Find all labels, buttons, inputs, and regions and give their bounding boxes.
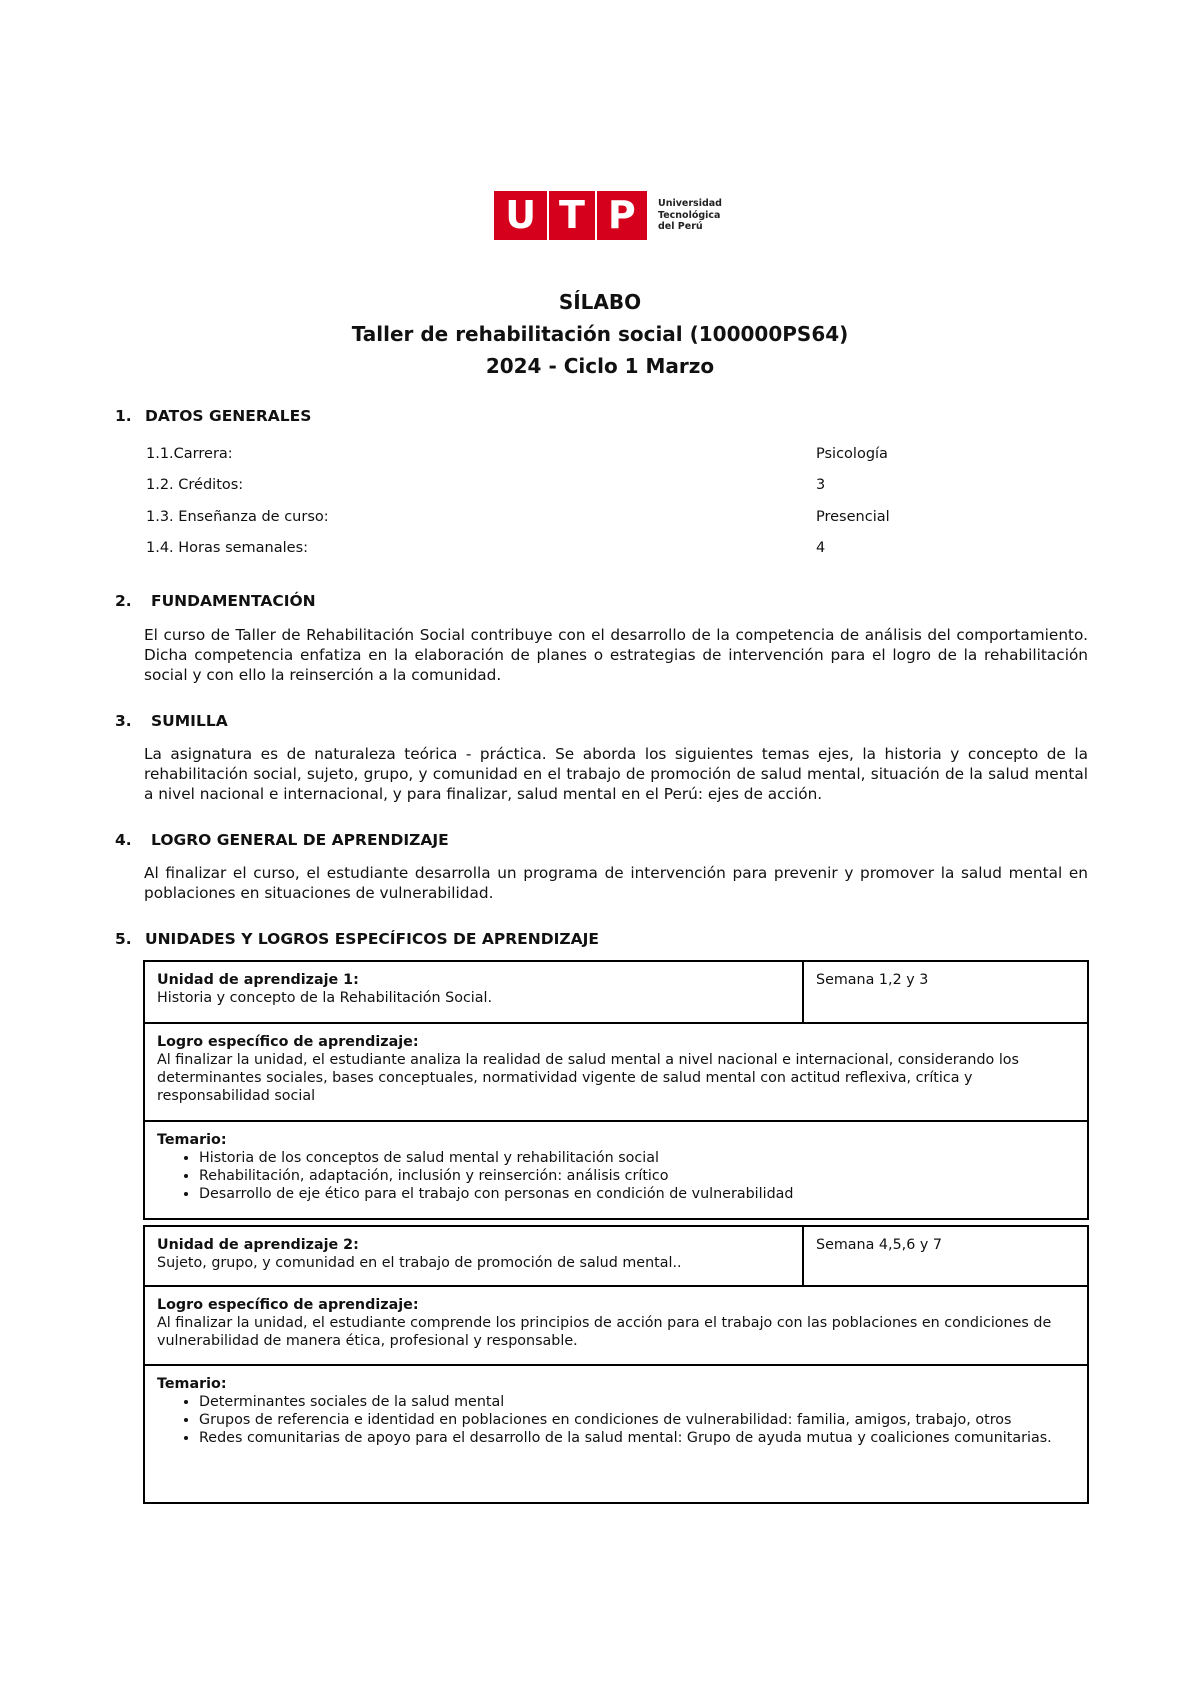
section-title: LOGRO GENERAL DE APRENDIZAJE bbox=[151, 831, 449, 849]
logo-letter-t: T bbox=[559, 193, 585, 237]
unit-1-table bbox=[143, 960, 1089, 1220]
temario-label: Temario: bbox=[157, 1132, 227, 1148]
logro-row bbox=[145, 1285, 1087, 1364]
unit-weeks: Semana 1,2 y 3 bbox=[816, 972, 929, 988]
data-value-carrera: Psicología bbox=[816, 446, 888, 462]
period-title: 2024 - Ciclo 1 Marzo bbox=[485, 354, 715, 378]
section-number: 1. bbox=[115, 407, 132, 425]
logro-label: Logro específico de aprendizaje: bbox=[157, 1297, 419, 1313]
logro-text: Al finalizar la unidad, el estudiante comprende los principios de acción para el trabajo con las poblaciones en condiciones de vulnerabilidad de manera ética, profesional y responsable. bbox=[157, 1315, 1052, 1349]
utp-logo bbox=[494, 191, 722, 240]
section-1-heading bbox=[115, 407, 311, 425]
temario-list bbox=[157, 1393, 1075, 1447]
temario-item: • Determinantes sociales de la salud mental bbox=[199, 1393, 1075, 1411]
unit-2-table bbox=[143, 1225, 1089, 1504]
section-number: 5. bbox=[115, 930, 132, 948]
sumilla-text: La asignatura es de naturaleza teórica - práctica. Se aborda los siguientes temas ejes, la historia y concepto de la rehabilitación social, sujeto, grupo, y comunidad en el trabajo de promoción de salud mental, situación de la salud mental a nivel nacional e internacional, y para finalizar, salud mental en el Perú: ejes de acción. bbox=[144, 745, 1088, 803]
section-title: DATOS GENERALES bbox=[145, 407, 312, 425]
unit-header-row bbox=[145, 962, 1087, 1022]
unit-title: Sujeto, grupo, y comunidad en el trabajo de promoción de salud mental.. bbox=[157, 1255, 682, 1271]
section-2-heading bbox=[115, 592, 316, 610]
logo-wordmark bbox=[658, 198, 722, 233]
section-title: FUNDAMENTACIÓN bbox=[151, 592, 316, 610]
fundamentacion-text: El curso de Taller de Rehabilitación Social contribuye con el desarrollo de la competencia de análisis del comportamiento. Dicha competencia enfatiza en la elaboración de planes o estrategias de intervención para el logro de la rehabilitación social y con ello la reinserción a la comunidad. bbox=[144, 626, 1088, 684]
section-number: 4. bbox=[115, 831, 132, 849]
data-label-horas: 1.4. Horas semanales: bbox=[146, 540, 309, 556]
temario-item: • Grupos de referencia e identidad en poblaciones en condiciones de vulnerabilidad: familia, amigos, trabajo, otros bbox=[199, 1411, 1075, 1429]
temario-item: • Rehabilitación, adaptación, inclusión y reinserción: análisis crítico bbox=[199, 1167, 1075, 1185]
unit-title-cell bbox=[145, 962, 804, 1022]
doc-type-title: SÍLABO bbox=[558, 290, 642, 314]
data-label-ensenanza: 1.3. Enseñanza de curso: bbox=[146, 509, 329, 525]
section-3-heading bbox=[115, 712, 228, 730]
logo-mark bbox=[494, 191, 647, 240]
logro-general-text: Al finalizar el curso, el estudiante desarrolla un programa de intervención para prevenir y promover la salud mental en poblaciones en situaciones de vulnerabilidad. bbox=[144, 864, 1088, 902]
temario-row bbox=[145, 1120, 1087, 1218]
logo-letter-u: U bbox=[505, 193, 537, 237]
course-title: Taller de rehabilitación social (100000PS64) bbox=[351, 322, 849, 346]
section-number: 2. bbox=[115, 592, 132, 610]
data-label-carrera: 1.1.Carrera: bbox=[146, 446, 233, 462]
temario-item: • Historia de los conceptos de salud mental y rehabilitación social bbox=[199, 1149, 1075, 1167]
temario-item: • Desarrollo de eje ético para el trabajo con personas en condición de vulnerabilidad bbox=[199, 1185, 1075, 1203]
logo-line-2: Tecnológica bbox=[658, 209, 721, 221]
logro-text: Al finalizar la unidad, el estudiante analiza la realidad de salud mental a nivel nacional e internacional, considerando los determinantes sociales, bases conceptuales, normatividad vigente de salud mental con actitud reflexiva, crítica y responsabilidad social bbox=[157, 1052, 1019, 1104]
section-title: SUMILLA bbox=[151, 712, 228, 730]
unit-title: Historia y concepto de la Rehabilitación Social. bbox=[157, 990, 493, 1006]
logo-line-3: del Perú bbox=[658, 221, 703, 233]
temario-row bbox=[145, 1364, 1087, 1502]
data-label-creditos: 1.2. Créditos: bbox=[146, 477, 244, 493]
section-4-heading bbox=[115, 831, 449, 849]
data-value-horas: 4 bbox=[816, 540, 826, 556]
temario-label: Temario: bbox=[157, 1376, 227, 1392]
temario-list bbox=[157, 1149, 1075, 1203]
temario-item: • Redes comunitarias de apoyo para el desarrollo de la salud mental: Grupo de ayuda mutua y coaliciones comunitarias. bbox=[199, 1429, 1075, 1447]
section-title: UNIDADES Y LOGROS ESPECÍFICOS DE APRENDIZAJE bbox=[145, 930, 599, 948]
section-5-heading bbox=[115, 930, 599, 948]
data-value-ensenanza: Presencial bbox=[816, 509, 890, 525]
logo-line-1: Universidad bbox=[658, 198, 722, 210]
logro-label: Logro específico de aprendizaje: bbox=[157, 1034, 419, 1050]
unit-weeks: Semana 4,5,6 y 7 bbox=[816, 1237, 942, 1253]
unit-header-row bbox=[145, 1227, 1087, 1285]
unit-title-cell bbox=[145, 1227, 804, 1285]
unit-label: Unidad de aprendizaje 2: bbox=[157, 1237, 359, 1253]
data-value-creditos: 3 bbox=[816, 477, 826, 493]
unit-label: Unidad de aprendizaje 1: bbox=[157, 972, 359, 988]
logo-letter-p: P bbox=[607, 193, 636, 237]
logro-row bbox=[145, 1022, 1087, 1120]
section-number: 3. bbox=[115, 712, 132, 730]
